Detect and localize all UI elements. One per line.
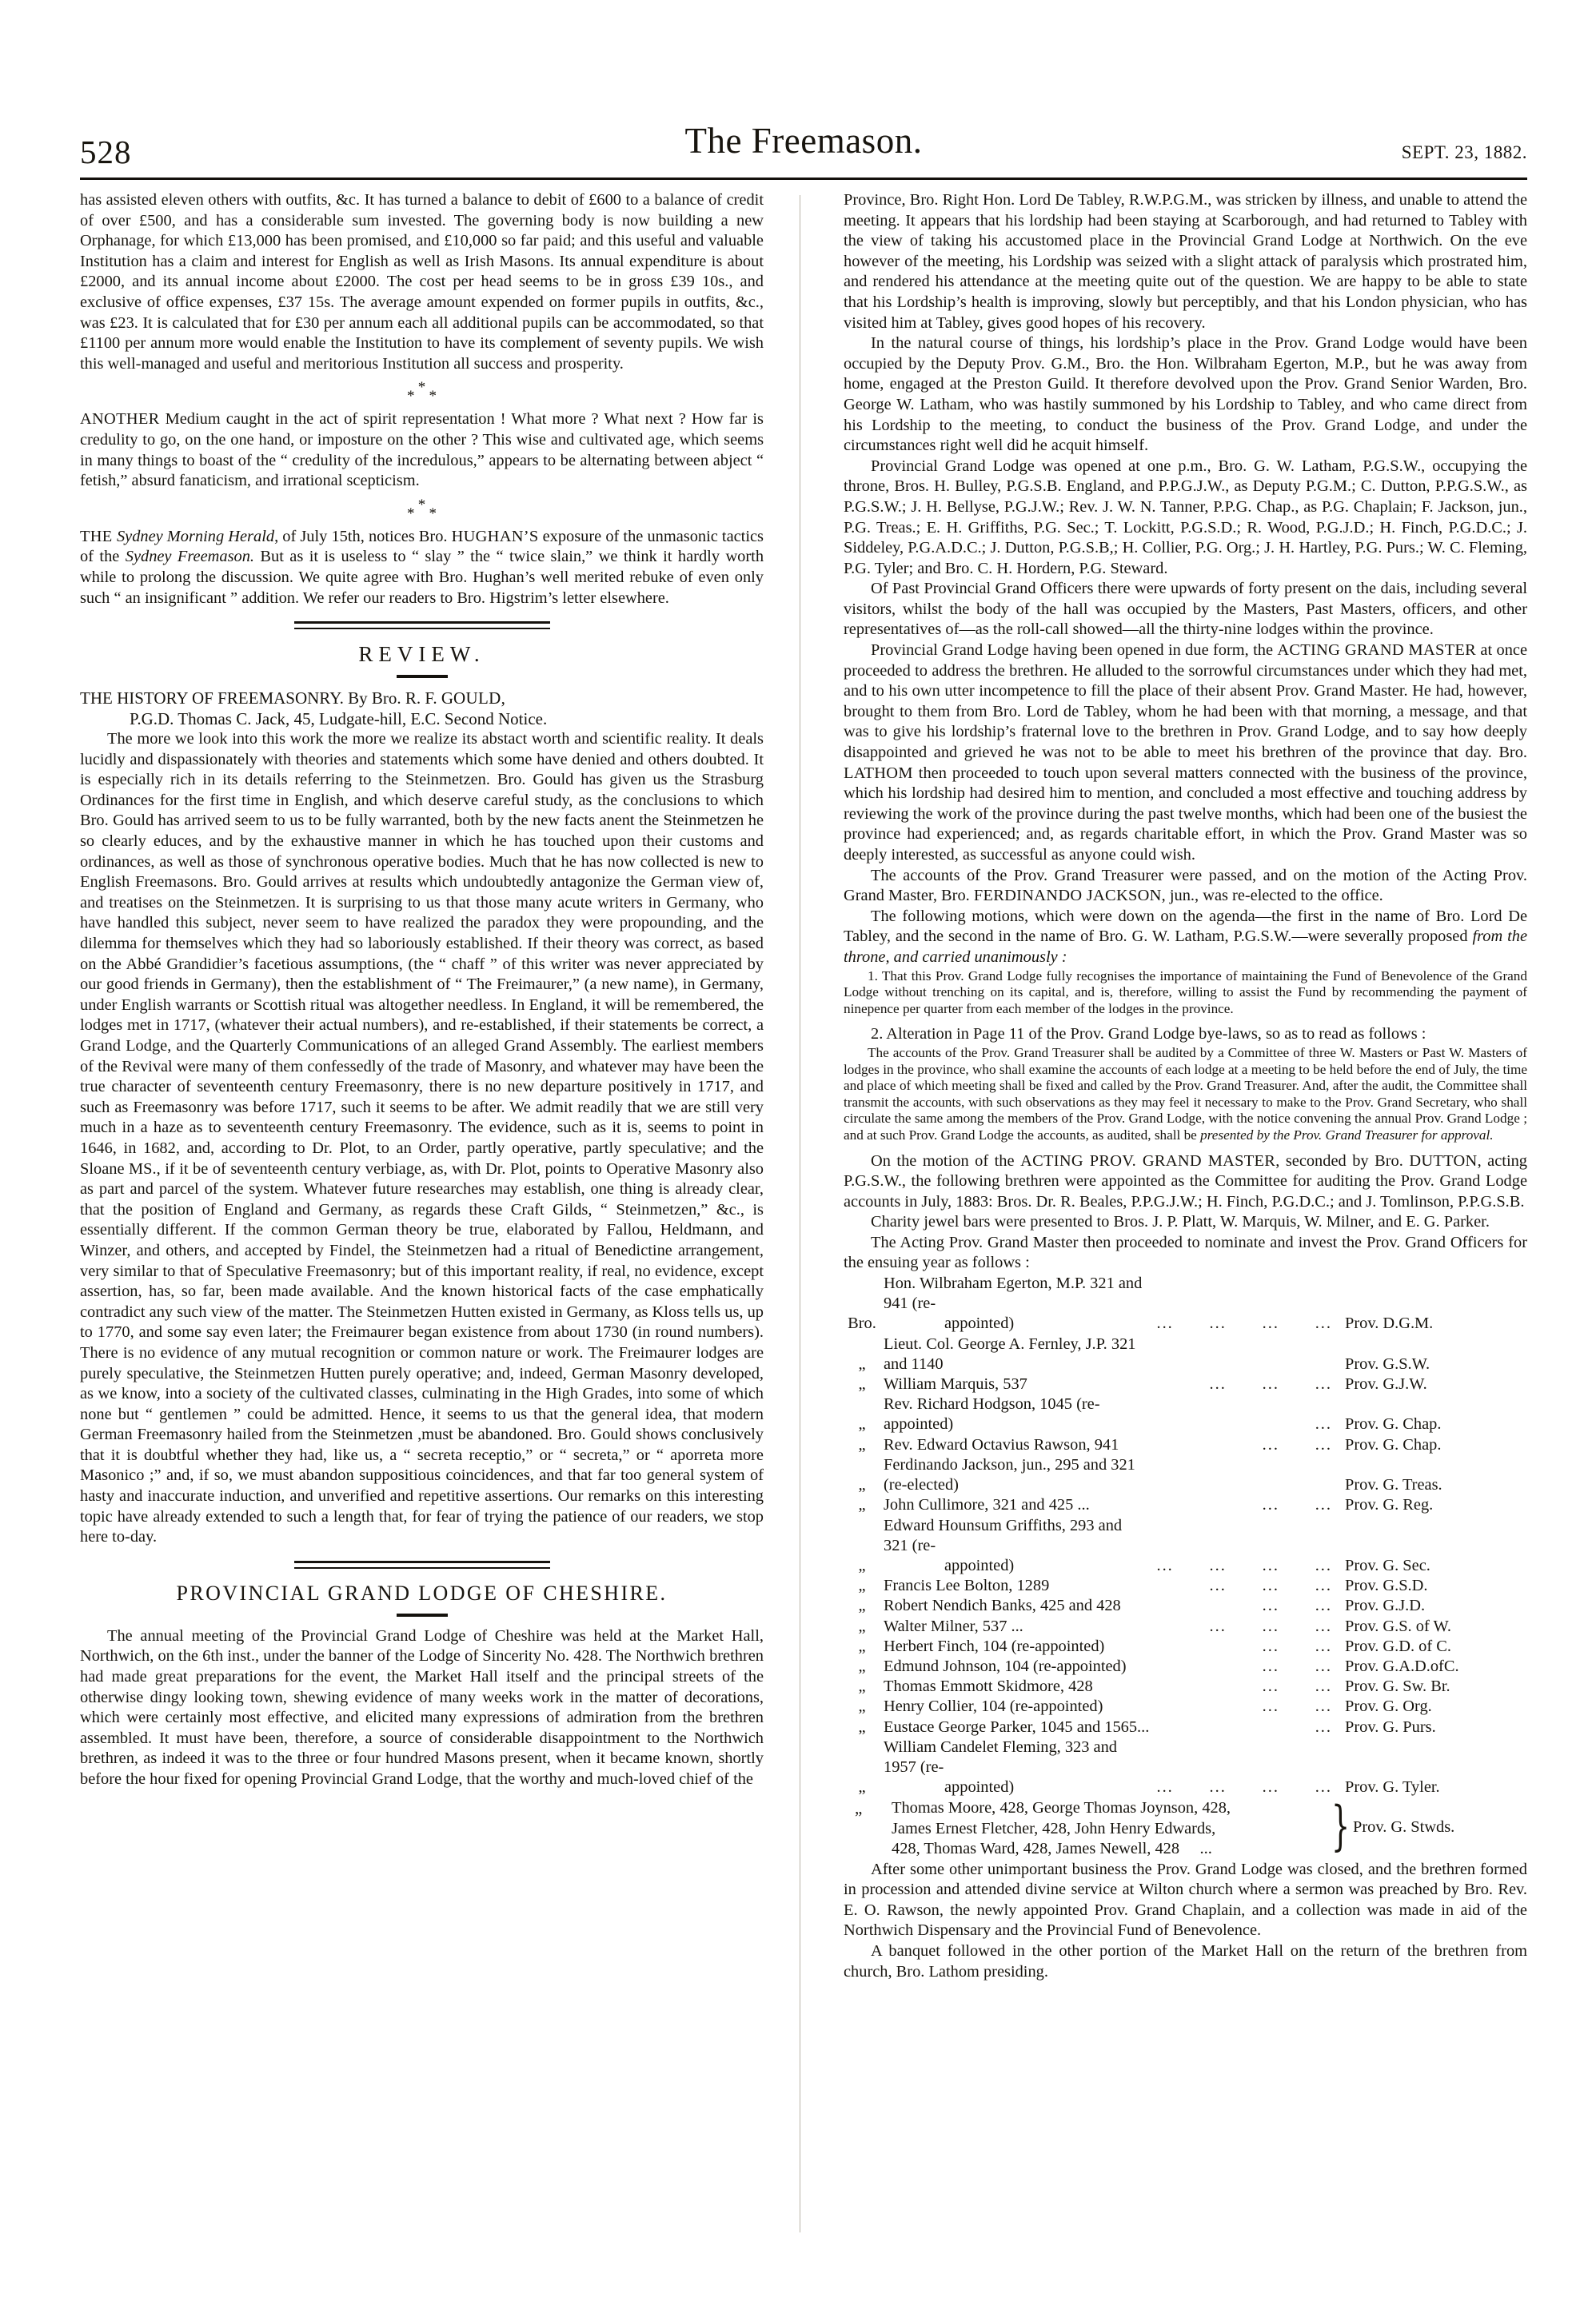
officer-ditto: „	[858, 1657, 866, 1675]
officer-leaders: ... ... ... ...	[1156, 1778, 1332, 1797]
officer-office: Prov. G.D. of C.	[1345, 1637, 1451, 1655]
officer-name: Henry Collier, 104 (re-appointed)	[884, 1698, 1103, 1716]
motions-lead: The following motions, which were down on the agenda—the first in the name of Bro. Lord De Tabley, and the second in the name of Bro. G. W. Latham, P.G.S.W.—were severally proposed	[844, 907, 1527, 946]
officer-name: Francis Lee Bolton, 1289	[884, 1577, 1050, 1595]
table-row	[844, 1657, 1527, 1677]
officer-name: Thomas Emmott Skidmore, 428	[884, 1678, 1093, 1696]
officer-leaders: ... ...	[1262, 1657, 1332, 1675]
officer-office: Prov. G. Org.	[1345, 1698, 1432, 1716]
officer-office: Prov. G.S.W.	[1345, 1354, 1430, 1373]
officer-leaders	[1156, 1455, 1340, 1495]
officer-ditto: „	[858, 1354, 866, 1373]
left-column	[80, 190, 764, 2237]
review-rule-short	[397, 675, 448, 678]
table-row	[844, 1718, 1527, 1737]
sydney-mid-1: , of July 15th, notices Bro.	[274, 527, 452, 545]
review-section-heading: REVIEW.	[358, 642, 485, 667]
officer-leaders: ... ...	[1262, 1637, 1332, 1655]
stewards-ditto: „	[855, 1798, 863, 1818]
audit-lead: On the motion of the	[871, 1151, 1021, 1170]
table-row	[844, 1697, 1527, 1717]
audit-tail: , acting P.G.S.W., the following brethren were appointed as the Committee for auditing the Prov. Grand Lodge accounts in July, 1883: Bros. Dr. R. Beales, P.P.G.J.W.; H. Finch, P.G.D.C.; and J. Tomlinson, P.P.G.S.B.	[844, 1151, 1527, 1211]
review-title-comma: ,	[501, 688, 505, 708]
paragraph-past-officers: Of Past Provincial Grand Officers there were upwards of forty present on the dais, including several visitors, whilst the body of the hall was occupied by the Masters, Past Masters, officers, and other representatives of—as the roll-call showed—all the thirty-nine lodges within the province.	[844, 580, 1527, 639]
officer-leaders: ... ... ...	[1209, 1375, 1332, 1394]
officer-leaders: ... ...	[1262, 1698, 1332, 1716]
motion-2: 2. Alteration in Page 11 of the Prov. Grand Lodge bye-laws, so as to read as follows :	[871, 1025, 1426, 1043]
officer-ditto: „	[858, 1556, 866, 1574]
address-lead: Provincial Grand Lodge having been opened in due form, the	[871, 641, 1278, 660]
officer-ditto: „	[858, 1375, 866, 1394]
officer-name: Eustace George Parker, 1045 and 1565...	[884, 1718, 1150, 1736]
sydney-tail: But as it is useless to “ slay ” the “ twice slain,” we think it hardly worth while to prolong the discussion. We quite agree with Bro. Hughan’s well merited rebuke of even only such “ an insignificant ” addition. We refer our readers to Bro. Higstrim’s letter elsewhere.	[80, 548, 764, 607]
officer-office: Prov. G.J.W.	[1345, 1375, 1427, 1394]
officers-table-body	[844, 1274, 1527, 1797]
officer-leaders: ... ...	[1262, 1496, 1332, 1514]
officer-ditto: „	[858, 1637, 866, 1655]
officer-leaders: ...	[1315, 1415, 1332, 1434]
table-row	[844, 1374, 1527, 1394]
paragraph-medium	[80, 409, 764, 491]
officer-name-wrap: appointed)	[944, 1315, 1015, 1333]
dutton-caps: DUTTON	[1409, 1151, 1478, 1170]
table-row	[844, 1637, 1527, 1657]
ferdinando-jackson-caps: FERDINANDO JACKSON	[973, 887, 1162, 905]
officer-ditto: „	[858, 1678, 866, 1696]
table-row	[844, 1516, 1527, 1577]
officers-table	[844, 1274, 1527, 1797]
sydney-mid-2: exposure of the unmasonic tactics of the	[80, 527, 764, 566]
officer-name-text: Edward Hounsum Griffiths, 293 and 321 (re-	[884, 1516, 1123, 1554]
stewards-group	[844, 1795, 1527, 1859]
table-row	[844, 1737, 1527, 1798]
officer-leaders: ... ... ...	[1209, 1577, 1332, 1595]
officer-ditto: „	[858, 1496, 866, 1514]
officer-name: Edmund Johnson, 104 (re-appointed)	[884, 1657, 1127, 1675]
officer-office: Prov. G. Purs.	[1345, 1718, 1436, 1736]
publication-title: The Freemason.	[684, 121, 923, 161]
table-row	[844, 1274, 1527, 1335]
officer-office: Prov. G.A.D.ofC.	[1345, 1657, 1459, 1675]
sydney-lead: THE	[80, 527, 117, 545]
paragraph-banquet: A banquet followed in the other portion of the Market Hall on the return of the brethren from church, Bro. Lathom presiding.	[844, 1941, 1527, 1981]
officer-name	[884, 1274, 1156, 1335]
paragraph-address	[844, 640, 1527, 866]
officer-leaders: ... ...	[1262, 1435, 1332, 1454]
stewards-line-1: Thomas Moore, 428, George Thomas Joynson, 428,	[892, 1799, 1231, 1817]
sydney-paper-2: Sydney Freemason.	[125, 548, 254, 566]
paragraph-lodge-opened: Provincial Grand Lodge was opened at one p.m., Bro. G. W. Latham, P.G.S.W., occupying the throne, Bros. H. Bulley, P.G.S.B. England, and P.P.G.J.W., as Deputy P.G.M.; C. Dutton, P.P.G.S.W., as P.G.S.W.; J. H. Bellyse, P.G.J.W.; Rev. J. W. N. Tanner, P.P.G. Chap., as P.G. Chaplain; F. Jackson, jun., P.G. Treas.; E. H. Griffiths, P.G. Sec.; T. Lockitt, P.G.S.D.; R. Wood, P.G.J.D.; H. Finch, P.G.D.C.; J. Siddeley, P.G.A.D.C.; J. Dutton, P.G.S.B,; H. Collier, P.G. Org.; J. H. Hartley, P.G. Purs.; W. C. Fleming, P.G. Tyler; and Bro. C. H. Hordern, P.G. Steward.	[844, 457, 1527, 577]
officer-name-text: William Candelet Fleming, 323 and 1957 (re-	[884, 1737, 1117, 1776]
table-row	[844, 1677, 1527, 1697]
officer-ditto: „	[858, 1617, 866, 1635]
officer-name: Rev. Edward Octavius Rawson, 941	[884, 1435, 1119, 1454]
officer-name	[884, 1516, 1156, 1577]
officer-name	[884, 1737, 1156, 1798]
officer-office: Prov. G. Tyler.	[1345, 1778, 1440, 1797]
sydney-hughan: HUGHAN’S	[451, 527, 539, 545]
page-number: 528	[80, 134, 132, 170]
paragraph-orphanage: has assisted eleven others with outfits, &c. It has turned a balance to debit of £600 to a balance of credit of over £500, and has a considerable sum invested. The governing body is now building a new Orphanage, for which £13,000 has been promised, and £10,000 so far paid; and this useful and valuable Institution has a claim and interest for English as well as Irish Masons. Its annual expenditure is about £2000, and its annual income about £2000. The cost per head seems to be in gross £39 10s., and exclusive of office expenses, £37 15s. The average amount expended on former pupils in outfits, &c., was £23. It is calculated that for £30 per annum each all additional pupils can be accommodated, so that £1100 per annum more would enable the Institution to have its complement of seventy pupils. We wish this well-managed and useful and meritorious Institution all success and prosperity.	[80, 191, 764, 373]
review-title-line2: P.G.D. Thomas C. Jack, 45, Ludgate-hill, E.C. Second Notice.	[130, 709, 548, 729]
officer-ditto: „	[858, 1698, 866, 1716]
table-row	[844, 1576, 1527, 1596]
audit-mid: , seconded by Bro.	[1275, 1151, 1410, 1170]
cheshire-section-heading: PROVINCIAL GRAND LODGE OF CHESHIRE.	[176, 1581, 668, 1605]
acting-grand-master-caps: ACTING GRAND MASTER	[1277, 641, 1477, 660]
bye-law-text	[844, 1045, 1527, 1144]
officer-name: Rev. Richard Hodgson, 1045 (re-appointed)	[884, 1395, 1100, 1434]
officer-leaders: ... ...	[1262, 1597, 1332, 1615]
asterism-separator-1: * * *	[407, 379, 437, 405]
officer-ditto: „	[858, 1476, 866, 1494]
officer-office: Prov. G. Sw. Br.	[1345, 1678, 1450, 1696]
table-row	[844, 1435, 1527, 1455]
officer-ditto: „	[858, 1778, 866, 1797]
address-tail: then proceeded to touch upon several matters connected with the business of the province, which his lordship had desired him to mention, and concluded a most effective and touching address by reviewing the work of the province during the past twelve months, which had been one of the busiest the province had experienced; and, as regards charitable effort, in which the Prov. Grand Master was so deeply interested, as successful as anyone could wish.	[844, 764, 1527, 864]
paragraph-cheshire-opening: The annual meeting of the Provincial Grand Lodge of Cheshire was held at the Market Hall, Northwich, on the 6th inst., under the banner of the Lodge of Sincerity No. 428. The Northwich brethren had made great preparations for the event, the Market Hall itself and the principal streets of the otherwise dingy looking town, shewing evidence of many weeks work in the matter of decorations, which were certainly most effective, and elicited many expressions of admiration from the brethren assembled. It must have been, therefore, a source of considerable disappointment to the Northwich brethren, as indeed it was to the three or four hundred Masons present, when it became known, shortly before the hour fixed for opening Provincial Grand Lodge, that the worthy and much-loved chief of the	[80, 1626, 764, 1788]
paragraph-medium-text: Medium caught in the act of spirit representation ! What more ? What next ? How far is credulity to go, on the one hand, or imposture on the other ? This wise and cultivated age, which seems in many things to boast of the “ credulity of the incredulous,” appears to be alternating between abject “ fetish,” absurd fanaticism, and irrational scepticism.	[80, 410, 764, 490]
cheshire-rule-short	[397, 1614, 448, 1617]
officer-leaders: ... ... ... ...	[1156, 1315, 1332, 1333]
motion-1: 1. That this Prov. Grand Lodge fully recognises the importance of maintaining the Fund of Benevolence of the Grand Lodge without trenching on its capital, and is, therefore, willing to assist the Fund by recommending the payment of ninepence per quarter from each member of the lodges in the province.	[844, 967, 1527, 1016]
table-row	[844, 1335, 1527, 1374]
paragraph-deputy: In the natural course of things, his lordship’s place in the Prov. Grand Lodge would have been occupied by the Deputy Prov. G.M., Bro. the Hon. Wilbraham Egerton, M.P., but he was away from home, engaged at the Preston Guild. It therefore devolved upon the Prov. Grand Senior Warden, Bro. George W. Latham, who was hastily summoned by his Lordship to Tabley, and who came direct from his Lordship to the meeting, to conduct the business of the Prov. Grand Lodge, and under the circumstances right well did he acquit himself.	[844, 334, 1527, 455]
officer-ditto: „	[858, 1718, 866, 1736]
officer-name-text: Hon. Wilbraham Egerton, M.P. 321 and 941 (re-	[884, 1275, 1143, 1313]
bye-law-main: The accounts of the Prov. Grand Treasurer shall be audited by a Committee of three W. Masters or Past W. Masters of lodges in the province, who shall examine the accounts of each lodge at a meeting to be held before the end of July, the time and place of which meeting shall be fixed and called by the Prov. Grand Treasurer. And, after the audit, the Committee shall transmit the accounts, with such observations as they may feel it necessary to make to the Prov. Grand Secretary, who shall circulate the same among the members of the Prov. Grand Lodge, with the notice convening the annual Prov. Grand Lodge ; and at such Prov. Grand Lodge the accounts, as audited, shall be	[844, 1044, 1527, 1143]
officer-office: Prov. G. Treas.	[1345, 1476, 1442, 1494]
columns-container	[80, 190, 1527, 2237]
officer-office: Prov. G. Chap.	[1345, 1435, 1442, 1454]
sydney-paper-1: Sydney Morning Herald	[116, 527, 275, 545]
officer-ditto: „	[858, 1415, 866, 1434]
officer-name: Walter Milner, 537 ...	[884, 1617, 1023, 1635]
officer-name: Robert Nendich Banks, 425 and 428	[884, 1597, 1121, 1615]
bye-law-italic: presented by the Prov. Grand Treasurer for approval.	[1200, 1127, 1494, 1143]
paragraph-motions-intro	[844, 907, 1527, 968]
cheshire-rule-double	[294, 1561, 550, 1569]
right-column	[844, 190, 1527, 2237]
treasurer-lead: The accounts of the Prov. Grand Treasurer were passed, and on the motion of the Acting Prov. Grand Master, Bro.	[844, 866, 1527, 905]
spacer-motions	[844, 1017, 1527, 1024]
acting-pgm-caps: ACTING PROV. GRAND MASTER	[1020, 1151, 1276, 1170]
paragraph-closing-procession: After some other unimportant business the Prov. Grand Lodge was closed, and the brethren formed in procession and attended divine service at Wilton church where a sermon was preached by Bro. Rev. E. O. Rawson, the newly appointed Prov. Grand Chaplain, and a collection was made in aid of the Northwich Dispensary and the Provincial Fund of Benevolence.	[844, 1860, 1527, 1940]
paragraph-charity-jewels: Charity jewel bars were presented to Bros. J. P. Platt, W. Marquis, W. Milner, and E. G. Parker.	[871, 1213, 1490, 1231]
paragraph-sydney	[80, 527, 764, 608]
stewards-line-3: 428, Thomas Ward, 428, James Newell, 428 ...	[892, 1840, 1212, 1858]
table-row	[844, 1596, 1527, 1616]
masthead-rule	[80, 178, 1527, 180]
review-author-surname: OULD	[453, 688, 501, 708]
officer-name-wrap: appointed)	[944, 1556, 1015, 1574]
officer-leaders: ... ... ...	[1209, 1617, 1332, 1635]
paragraph-invest-intro: The Acting Prov. Grand Master then proceeded to nominate and invest the Prov. Grand Officers for the ensuing year as follows :	[844, 1233, 1527, 1272]
officer-leaders	[1156, 1335, 1340, 1374]
stewards-line-2: James Ernest Fletcher, 428, John Henry Edwards,	[892, 1819, 1216, 1837]
officer-office: Prov. G. Sec.	[1345, 1556, 1430, 1574]
table-row	[844, 1617, 1527, 1637]
officer-office: Prov. G. Chap.	[1345, 1415, 1442, 1434]
table-row	[844, 1394, 1527, 1434]
stewards-office: Prov. G. Stwds.	[1353, 1818, 1455, 1837]
review-book-title	[80, 688, 764, 729]
paragraph-medium-lead: ANOTHER	[80, 410, 160, 429]
officer-leaders: ... ...	[1262, 1678, 1332, 1696]
paragraph-treasurer-accounts	[844, 866, 1527, 907]
officer-leaders: ...	[1315, 1718, 1332, 1736]
spacer-bye-law	[844, 1144, 1527, 1151]
stewards-names	[844, 1798, 1347, 1859]
review-rule-double	[294, 621, 550, 629]
motions-italic: from the throne, and carried unanimously :	[844, 928, 1527, 966]
masthead	[80, 120, 1527, 176]
officer-office: Prov. G.S. of W.	[1345, 1617, 1451, 1635]
officer-office: Prov. D.G.M.	[1345, 1315, 1434, 1333]
officer-prefix: Bro.	[848, 1315, 876, 1333]
curly-brace-icon: }	[1331, 1795, 1351, 1857]
issue-date: SEPT. 23, 1882.	[1401, 142, 1527, 162]
officer-name: Herbert Finch, 104 (re-appointed)	[884, 1637, 1105, 1655]
officer-name: Ferdinando Jackson, jun., 295 and 321 (re-elected)	[884, 1455, 1135, 1494]
address-body: at once proceeded to address the brethren. He alluded to the sorrowful circumstances under which they had met, and to his own utter incompetence to fill the place of their absent Prov. Grand Master. He had, however, brought to them from Bro. Lord de Tabley, whom he had been with that morning, a message, and that was to give his lordship’s fraternal love to the brethren in Prov. Grand Lodge, and to say how deeply disappointed and grieved he was not to be able to meet his brethren of the province that day. Bro.	[844, 641, 1527, 762]
lathom-caps: LATHOM	[844, 764, 913, 782]
officer-name: Lieut. Col. George A. Fernley, J.P. 321 and 1140	[884, 1335, 1136, 1373]
table-row	[844, 1455, 1527, 1495]
table-row	[844, 1495, 1527, 1515]
officer-leaders: ... ... ... ...	[1156, 1556, 1332, 1574]
officer-office: Prov. G.S.D.	[1345, 1577, 1428, 1595]
paragraph-review-body: The more we look into this work the more we realize its abstact worth and scientific reality. It deals lucidly and dispassionately with theories and statements which some have denied and others doubted. It is especially rich in its details referring to the Steinmetzen. Bro. Gould has given us the Strasburg Ordinances for the first time in English, and which deserve careful study, as the conclusions to which Bro. Gould has arrived seem to us to be fully warranted, both by the new facts anent the Steinmetzen he so clearly educes, and by the exhaustive manner in which he has touched upon their customs and ordinances, as well as those of synchronous operative bodies. Much that he has now collected is new to English Freemasons. Bro. Gould arrives at results which undoubtedly antagonize the German view of, and treatises on the Steinmetzen. It is surprising to us that those many acute writers in Germany, who have handled this subject, never seem to have realized the paradox they were propounding, and the dilemma for themselves which they had so laboriously established. If their theory was correct, as based on the Abbé Grandidier’s facetious assumptions, (the “ chaff ” of this writer was never appreciated by our good friends in Germany), then the establishment of “ The Freimaurer,” (a new name), in Germany, under English warrants or Scottish ritual was altogether needless. In England, it will be remembered, the lodges met in 1717, (whatever their actual numbers), and re-established, if their statements be correct, a Grand Lodge, and the Quarterly Communications of an alleged Grand Assembly. The earliest members of the Revival were many of them confessedly of the trade of Masonry, and whatever may have been the true character of seventeenth century Freemasonry, there is no new departure positively in 1717, and such as Freemasonry was before 1717, such it seems to be after. We admit readily that we are still very much in a haze as to seventeenth century Freemasonry. The evidence, such as it is, seems to point in 1646, in 1682, and, according to Dr. Plot, to an Order, partly operative, partly speculative; and the Sloane MS., if it be of seventeenth century verbiage, as, with Dr. Plot, points to Operative Masonry also as part and parcel of the system. Whatever future researches may establish, one thing is already clear, that the position of England and Germany, as regards these Craft Gilds, “ Steinmetzen,” &c., is essentially different. If the common German theory be true, elaborated by Fallou, Heldmann, and Winzer, and others, and accepted by Findel, the Steinmetzen had a ritual of Benedictine arrangement, very similar to that of Speculative Freemasonry; but of this important reality, if real, no evidence, except assertion, has, so far, been made available. And the known historical facts of the case emphatically contradict any such view of the matter. The Steinmetzen Hutten existed in Germany, as Kloss tells us, up to 1770, and some say even later; the Freimaurer began existence from about 1730 (in round numbers). There is no evidence of any mutual recognition or common nature or work. The Freimaurer lodges are purely speculative, the Steinmetzen Hutten purely operative; and, indeed, German Masonry developed, as we know, into a society of the cultivated classes, culminating in the High Grades, into some of which none but “ gentlemen ” could be admitted. Hence, it seems to us that the general idea, that modern German Freemasonry hailed from the Steinmetzen ,must be abandoned. Bro. Gould shows conclusively that it is doubtful whether they had, like us, a “ secreta receptio,” or “ secreta,” or “ aporreta more Masonico ;” and, if so, we must abandon suppositious coincidences, and that far too general system of hasty and inaccurate induction, and unverified and repetitive assertions. Our remarks on this interesting topic have already extended to such a length that, for fear of trying the patience of our readers, we stop here to-day.	[80, 730, 764, 1546]
asterism-separator-2: * * *	[407, 496, 437, 522]
officer-office: Prov. G. Reg.	[1345, 1496, 1434, 1514]
treasurer-tail: , jun., was re-elected to the office.	[1161, 887, 1383, 905]
review-title-line1: THE HISTORY OF FREEMASONRY. By Bro. R. F. G	[80, 688, 454, 708]
paragraph-audit-committee	[844, 1151, 1527, 1213]
officer-name: William Marquis, 537	[884, 1375, 1027, 1394]
officer-ditto: „	[858, 1577, 866, 1595]
officer-office: Prov. G.J.D.	[1345, 1597, 1426, 1615]
officer-name: John Cullimore, 321 and 425 ...	[884, 1496, 1090, 1514]
officer-ditto: „	[858, 1597, 866, 1615]
officer-name-wrap: appointed)	[944, 1778, 1015, 1797]
paragraph-province-illness: Province, Bro. Right Hon. Lord De Tabley, R.W.P.G.M., was stricken by illness, and unable to attend the meeting. It appears that his lordship had been staying at Scarborough, and had returned to Tabley with the view of taking his accustomed place in the Provincial Grand Lodge at Northwich. On the eve however of the meeting, his Lordship was seized with a slight attack of paralysis which prostrated him, and rendered his attendance at the meeting quite out of the question. We are happy to be able to state that his Lordship’s health is improving, slowly but perceptibly, and that his London physician, who has visited him at Tabley, gives good hopes of his recovery.	[844, 191, 1527, 332]
officer-ditto: „	[858, 1435, 866, 1454]
